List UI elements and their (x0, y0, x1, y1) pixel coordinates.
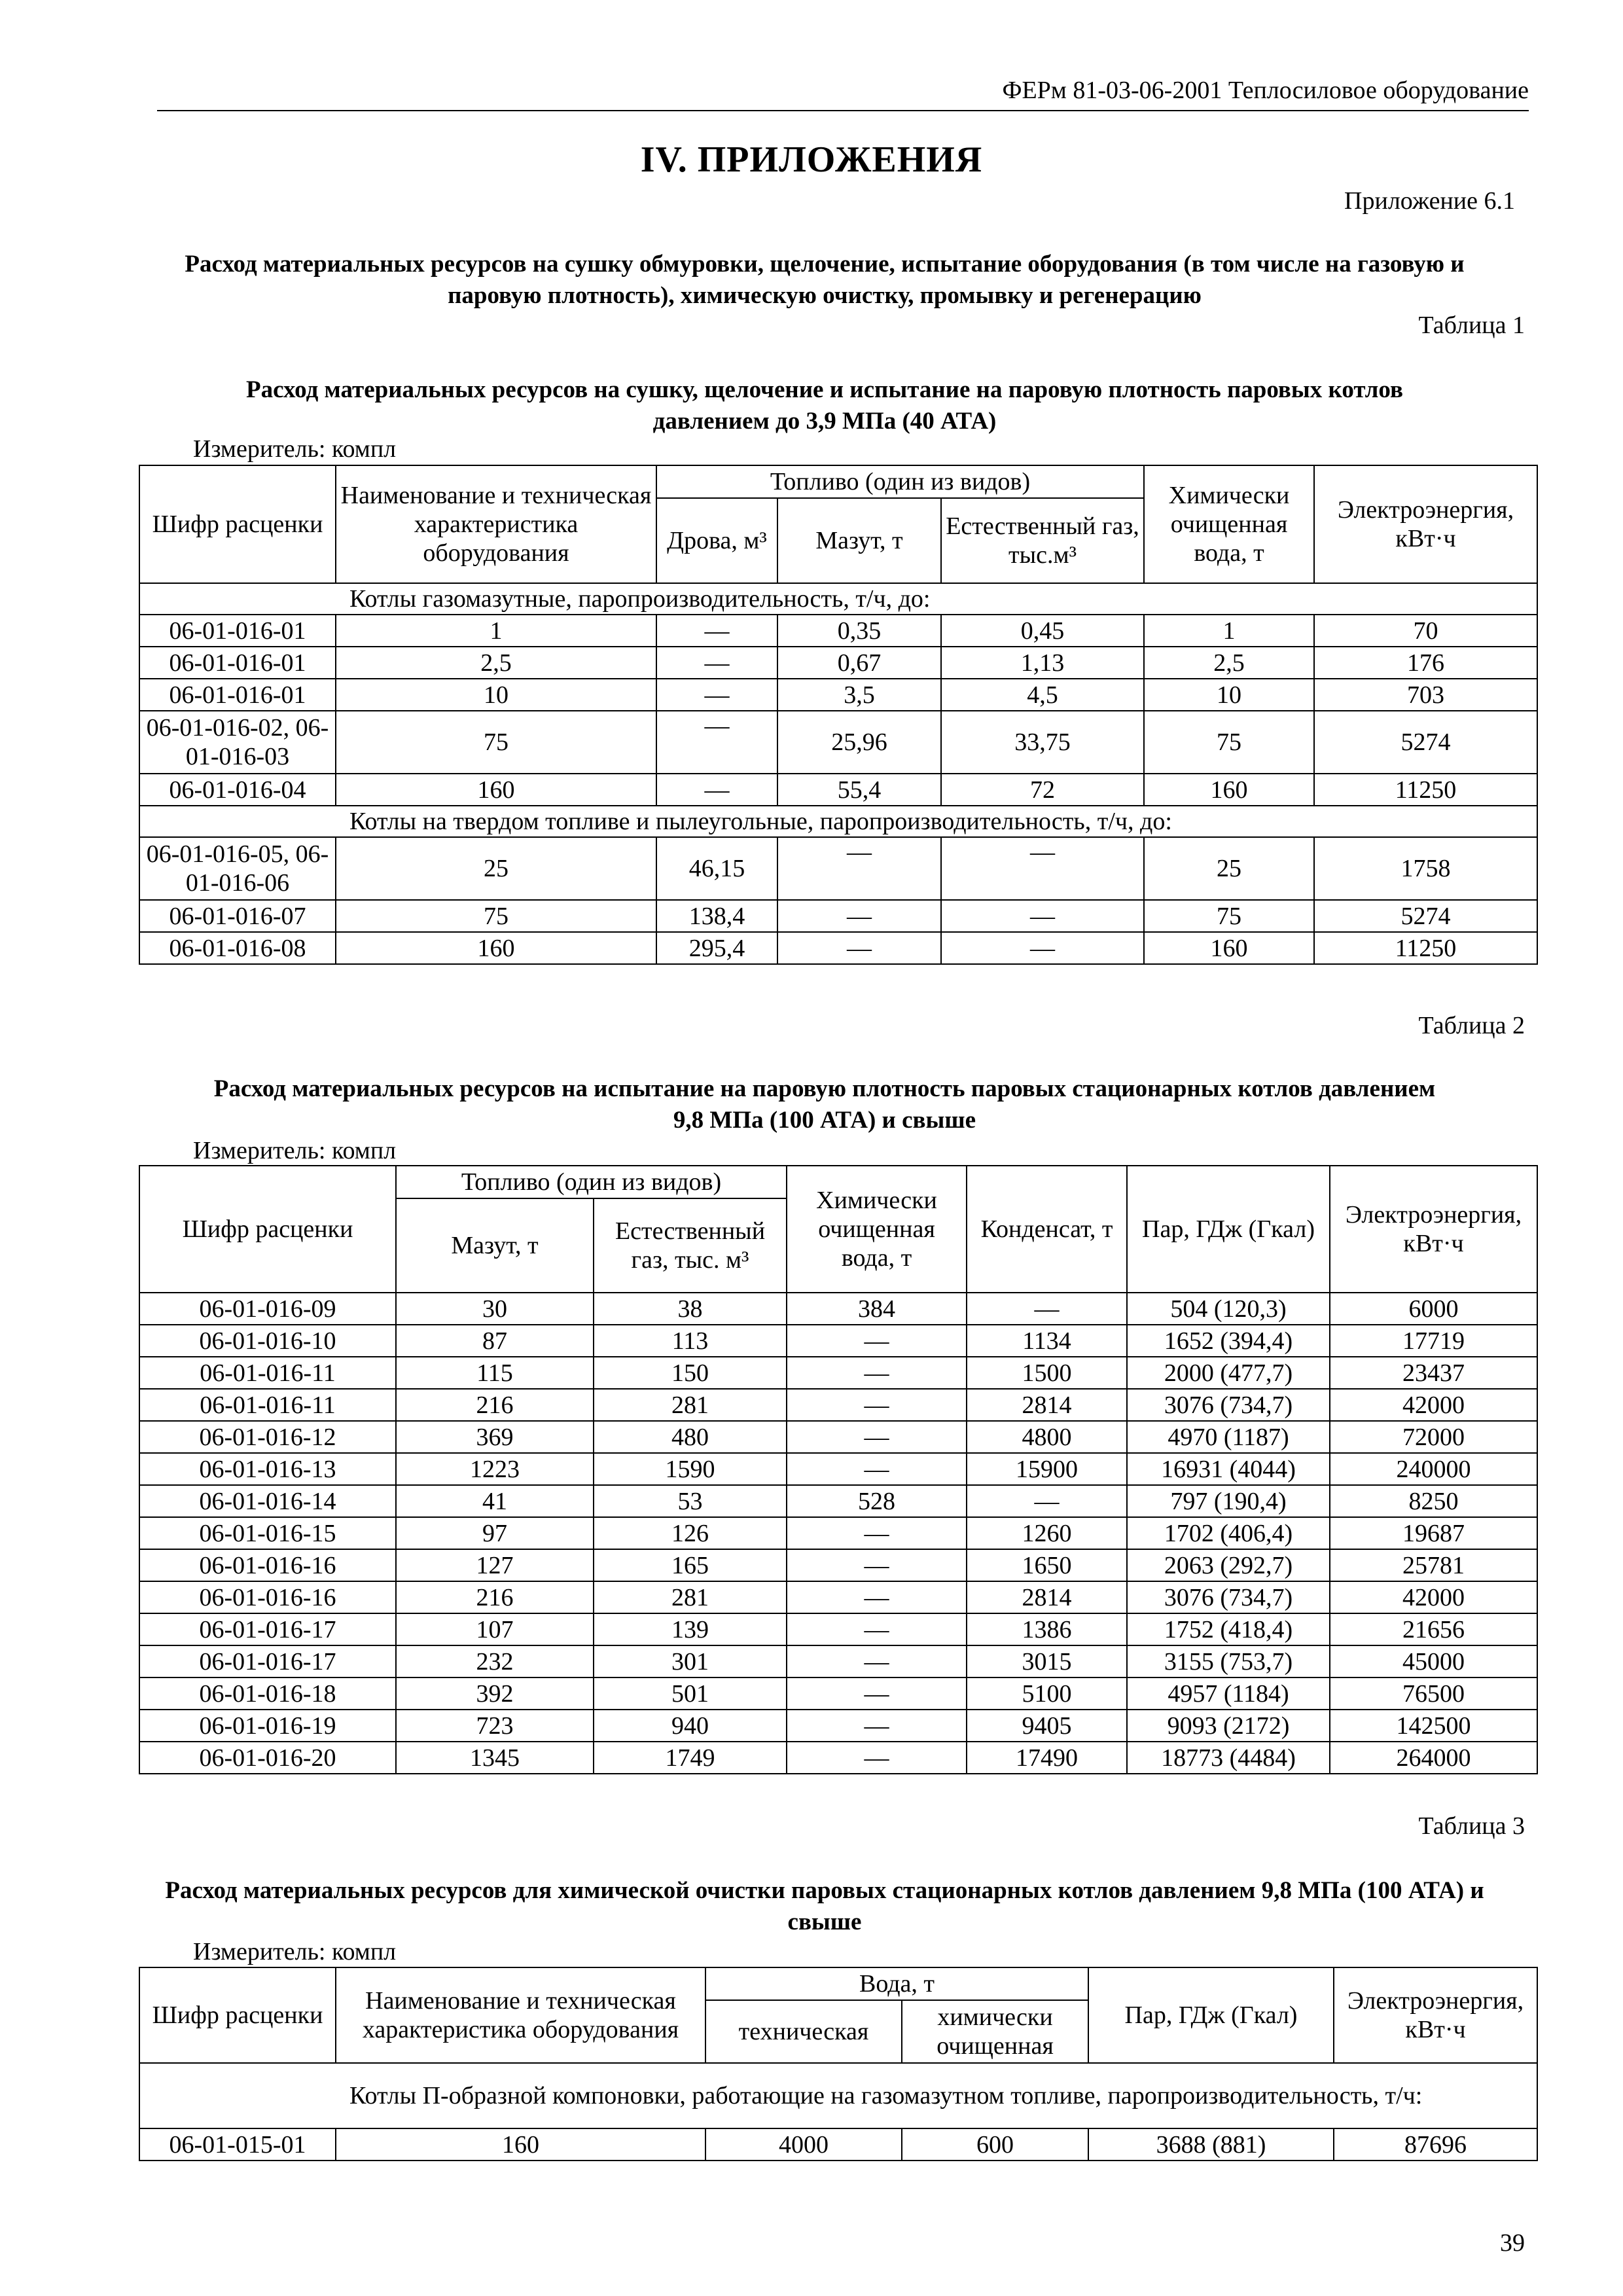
table-cell: 11250 (1314, 932, 1537, 964)
table-cell: — (787, 1742, 967, 1774)
col-header-condensate: Конденсат, т (967, 1166, 1127, 1293)
table-cell: 17719 (1330, 1325, 1537, 1357)
table-cell: 281 (594, 1581, 787, 1613)
table-cell: 06-01-016-04 (139, 774, 336, 806)
table-cell: 392 (396, 1677, 594, 1710)
table-cell: 480 (594, 1421, 787, 1453)
table-cell: 87 (396, 1325, 594, 1357)
table-row (139, 1549, 1537, 1581)
table-cell: 75 (336, 900, 656, 932)
table-cell: — (787, 1389, 967, 1421)
table-row (139, 1710, 1537, 1742)
table3-label: Таблица 3 (1418, 1812, 1525, 1840)
col-header-power: Электроэнергия, кВт·ч (1334, 1967, 1537, 2063)
table-cell: 127 (396, 1549, 594, 1581)
table-cell: 06-01-015-01 (139, 2128, 336, 2161)
main-title: Расход материальных ресурсов на сушку обмуровки, щелочение, испытание оборудования (в том числе на газовую и паровую плотность), химическую очистку, промывку и регенерацию (185, 251, 1465, 309)
table-cell: 5274 (1314, 900, 1537, 932)
table-row (139, 1357, 1537, 1389)
table-cell: 06-01-016-13 (139, 1453, 396, 1485)
table-cell: 25781 (1330, 1549, 1537, 1581)
table-cell: 1590 (594, 1453, 787, 1485)
table-cell: 216 (396, 1389, 594, 1421)
table-cell: 72000 (1330, 1421, 1537, 1453)
table-cell: 3688 (881) (1088, 2128, 1334, 2161)
table-cell: 2063 (292,7) (1127, 1549, 1330, 1581)
table-cell: 3,5 (777, 679, 941, 711)
table1 (139, 465, 1538, 965)
table-cell: 06-01-016-10 (139, 1325, 396, 1357)
table-cell: 06-01-016-20 (139, 1742, 396, 1774)
table-cell: 06-01-016-08 (139, 932, 336, 964)
table-cell: — (777, 837, 941, 900)
table-cell: 2,5 (336, 647, 656, 679)
table-cell: 25,96 (777, 711, 941, 774)
col-header-water: Вода, т (705, 1967, 1088, 2000)
table-cell: 0,45 (941, 615, 1144, 647)
table-row (139, 1677, 1537, 1710)
table-cell: 295,4 (656, 932, 777, 964)
table-cell: — (787, 1421, 967, 1453)
table-row (139, 1485, 1537, 1517)
table-cell: — (787, 1453, 967, 1485)
table-cell: 70 (1314, 615, 1537, 647)
table1-group-2: Котлы на твердом топливе и пылеугольные, паропроизводительность, т/ч, до: (139, 806, 1537, 837)
table1-title: Расход материальных ресурсов на сушку, щелочение и испытание на паровую плотность паровых котлов давлением до 3,9 МПа (40 АТА) (246, 376, 1403, 435)
table-cell: 126 (594, 1517, 787, 1549)
table3-measure: Измеритель: компл (193, 1938, 397, 1965)
table-row (139, 774, 1537, 806)
table-cell: 23437 (1330, 1357, 1537, 1389)
table-cell: 160 (336, 774, 656, 806)
table-cell: 2,5 (1144, 647, 1314, 679)
table-row (139, 1613, 1537, 1645)
table-row (139, 1453, 1537, 1485)
table-cell: 4957 (1184) (1127, 1677, 1330, 1710)
table-row (139, 1581, 1537, 1613)
appendix-number: Приложение 6.1 (1344, 187, 1515, 215)
table-cell: 06-01-016-17 (139, 1645, 396, 1677)
table-cell: 41 (396, 1485, 594, 1517)
table-row (139, 1645, 1537, 1677)
table-cell: 142500 (1330, 1710, 1537, 1742)
table-cell: 165 (594, 1549, 787, 1581)
table-row (139, 647, 1537, 679)
table-cell: 19687 (1330, 1517, 1537, 1549)
table-cell: 301 (594, 1645, 787, 1677)
table-cell: 2814 (967, 1389, 1127, 1421)
table-cell: 501 (594, 1677, 787, 1710)
table-row (139, 1517, 1537, 1549)
table-cell: 25 (1144, 837, 1314, 900)
col-header-water: Химически очищенная вода, т (1144, 465, 1314, 583)
table-cell: 75 (336, 711, 656, 774)
table-cell: 06-01-016-15 (139, 1517, 396, 1549)
table-cell: 115 (396, 1357, 594, 1389)
table-cell: 76500 (1330, 1677, 1537, 1710)
table-cell: 06-01-016-12 (139, 1421, 396, 1453)
col-header-gas: Естественный газ, тыс.м³ (941, 498, 1144, 583)
table-cell: — (777, 932, 941, 964)
running-header (157, 72, 1529, 111)
table-cell: 06-01-016-11 (139, 1389, 396, 1421)
table-cell: 1500 (967, 1357, 1127, 1389)
col-header-steam: Пар, ГДж (Гкал) (1127, 1166, 1330, 1293)
col-header-code: Шифр расценки (139, 465, 336, 583)
table-row (139, 679, 1537, 711)
table-cell: 176 (1314, 647, 1537, 679)
table-cell: 42000 (1330, 1581, 1537, 1613)
table-cell: 15900 (967, 1453, 1127, 1485)
table-cell: 06-01-016-18 (139, 1677, 396, 1710)
table-row (139, 1742, 1537, 1774)
table-cell: 17490 (967, 1742, 1127, 1774)
table-cell: 16931 (4044) (1127, 1453, 1330, 1485)
table-cell: 33,75 (941, 711, 1144, 774)
col-header-mazut: Мазут, т (396, 1198, 594, 1293)
table-cell: 4970 (1187) (1127, 1421, 1330, 1453)
table-cell: 06-01-016-05, 06-01-016-06 (139, 837, 336, 900)
table-cell: 53 (594, 1485, 787, 1517)
table2-title: Расход материальных ресурсов на испытание на паровую плотность паровых стационарных котлов давлением 9,8 МПа (100 АТА) и свыше (213, 1075, 1436, 1134)
table-cell: 0,35 (777, 615, 941, 647)
table2 (139, 1165, 1538, 1774)
table-cell: 703 (1314, 679, 1537, 711)
table-cell: 940 (594, 1710, 787, 1742)
page-title: IV. ПРИЛОЖЕНИЯ (640, 139, 983, 180)
table-cell: — (787, 1677, 967, 1710)
table-cell: 5274 (1314, 711, 1537, 774)
table-cell: 10 (336, 679, 656, 711)
table-cell: — (787, 1325, 967, 1357)
page-number: 39 (1500, 2229, 1525, 2257)
table-cell: 06-01-016-16 (139, 1549, 396, 1581)
header-text: ФЕРм 81-03-06-2001 Теплосиловое оборудование (1002, 77, 1529, 104)
table-cell: 160 (1144, 932, 1314, 964)
col-header-water: Химически очищенная вода, т (787, 1166, 967, 1293)
table-cell: 06-01-016-09 (139, 1293, 396, 1325)
table-cell: 06-01-016-17 (139, 1613, 396, 1645)
col-header-chem: химически очищенная (902, 2000, 1088, 2063)
table-cell: — (941, 837, 1144, 900)
table-row (139, 1389, 1537, 1421)
table-cell: 6000 (1330, 1293, 1537, 1325)
table-cell: 1223 (396, 1453, 594, 1485)
table-cell: — (787, 1357, 967, 1389)
table-cell: 232 (396, 1645, 594, 1677)
table-cell: 113 (594, 1325, 787, 1357)
table-cell: 1 (336, 615, 656, 647)
table-cell: 281 (594, 1389, 787, 1421)
table3-group: Котлы П-образной компоновки, работающие на газомазутном топливе, паропроизводительность, т/ч: (139, 2063, 1537, 2128)
table-cell: 160 (1144, 774, 1314, 806)
table-cell: 18773 (4484) (1127, 1742, 1330, 1774)
table-cell: 160 (336, 932, 656, 964)
table-cell: 55,4 (777, 774, 941, 806)
table-row (139, 900, 1537, 932)
table-cell: — (656, 711, 777, 774)
table-cell: 3076 (734,7) (1127, 1581, 1330, 1613)
table-cell: 1650 (967, 1549, 1127, 1581)
col-header-wood: Дрова, м³ (656, 498, 777, 583)
table-cell: 30 (396, 1293, 594, 1325)
table-cell: 2814 (967, 1581, 1127, 1613)
col-header-fuel: Топливо (один из видов) (396, 1166, 787, 1198)
table-cell: 1386 (967, 1613, 1127, 1645)
col-header-code: Шифр расценки (139, 1967, 336, 2063)
table-cell: 3015 (967, 1645, 1127, 1677)
table-cell: 1749 (594, 1742, 787, 1774)
table-cell: 723 (396, 1710, 594, 1742)
table-cell: 38 (594, 1293, 787, 1325)
table-cell: 87696 (1334, 2128, 1537, 2161)
table1-measure: Измеритель: компл (193, 435, 397, 463)
table-cell: 06-01-016-01 (139, 615, 336, 647)
table-cell: 4000 (705, 2128, 902, 2161)
table-cell: — (656, 647, 777, 679)
table-cell: 150 (594, 1357, 787, 1389)
table-cell: 06-01-016-11 (139, 1357, 396, 1389)
table-cell: 1134 (967, 1325, 1127, 1357)
table-cell: 264000 (1330, 1742, 1537, 1774)
col-header-name: Наименование и техническая характеристика оборудования (336, 1967, 705, 2063)
table-cell: 384 (787, 1293, 967, 1325)
table-cell: 5100 (967, 1677, 1127, 1710)
table-cell: 1752 (418,4) (1127, 1613, 1330, 1645)
table-cell: 72 (941, 774, 1144, 806)
table-cell: 06-01-016-02, 06-01-016-03 (139, 711, 336, 774)
table-cell: 9093 (2172) (1127, 1710, 1330, 1742)
table-cell: 4800 (967, 1421, 1127, 1453)
table-cell: 138,4 (656, 900, 777, 932)
table-cell: 4,5 (941, 679, 1144, 711)
table-cell: — (656, 774, 777, 806)
table-cell: 1758 (1314, 837, 1537, 900)
table-cell: 600 (902, 2128, 1088, 2161)
table-cell: — (941, 900, 1144, 932)
table2-measure: Измеритель: компл (193, 1137, 397, 1164)
table-cell: 8250 (1330, 1485, 1537, 1517)
table-row (139, 615, 1537, 647)
table-row (139, 2128, 1537, 2161)
table-cell: 06-01-016-14 (139, 1485, 396, 1517)
table3 (139, 1967, 1538, 2161)
table-cell: 797 (190,4) (1127, 1485, 1330, 1517)
table-row (139, 837, 1537, 900)
table-cell: 107 (396, 1613, 594, 1645)
col-header-gas: Естественный газ, тыс. м³ (594, 1198, 787, 1293)
table-cell: — (787, 1645, 967, 1677)
table-cell: — (656, 679, 777, 711)
table-cell: 46,15 (656, 837, 777, 900)
table-cell: 25 (336, 837, 656, 900)
table-cell: — (777, 900, 941, 932)
table-cell: 06-01-016-01 (139, 679, 336, 711)
table-cell: 06-01-016-16 (139, 1581, 396, 1613)
table2-label: Таблица 2 (1418, 1012, 1525, 1039)
table-cell: 240000 (1330, 1453, 1537, 1485)
col-header-fuel: Топливо (один из видов) (656, 465, 1144, 498)
table-cell: 06-01-016-07 (139, 900, 336, 932)
col-header-code: Шифр расценки (139, 1166, 396, 1293)
table-cell: 1 (1144, 615, 1314, 647)
table-cell: 9405 (967, 1710, 1127, 1742)
table-cell: 42000 (1330, 1389, 1537, 1421)
table-cell: 75 (1144, 900, 1314, 932)
col-header-power: Электроэнергия, кВт·ч (1314, 465, 1537, 583)
table-cell: 139 (594, 1613, 787, 1645)
col-header-mazut: Мазут, т (777, 498, 941, 583)
table-cell: — (787, 1517, 967, 1549)
col-header-steam: Пар, ГДж (Гкал) (1088, 1967, 1334, 2063)
table-row (139, 1293, 1537, 1325)
table-cell: — (787, 1710, 967, 1742)
table-cell: 75 (1144, 711, 1314, 774)
table-cell: 06-01-016-01 (139, 647, 336, 679)
table-cell: 1260 (967, 1517, 1127, 1549)
table1-group-1: Котлы газомазутные, паропроизводительность, т/ч, до: (139, 583, 1537, 615)
table-cell: — (656, 615, 777, 647)
table-cell: 21656 (1330, 1613, 1537, 1645)
table1-label: Таблица 1 (1418, 312, 1525, 339)
table-cell: 528 (787, 1485, 967, 1517)
table-row (139, 1325, 1537, 1357)
table-cell: 504 (120,3) (1127, 1293, 1330, 1325)
table-cell: — (787, 1613, 967, 1645)
col-header-name: Наименование и техническая характеристика оборудования (336, 465, 656, 583)
table-cell: 1,13 (941, 647, 1144, 679)
table-cell: — (967, 1293, 1127, 1325)
table-cell: 06-01-016-19 (139, 1710, 396, 1742)
table-cell: 2000 (477,7) (1127, 1357, 1330, 1389)
table-cell: — (967, 1485, 1127, 1517)
table-cell: — (941, 932, 1144, 964)
table-cell: 1652 (394,4) (1127, 1325, 1330, 1357)
table-cell: 3155 (753,7) (1127, 1645, 1330, 1677)
table-cell: 3076 (734,7) (1127, 1389, 1330, 1421)
table-row (139, 932, 1537, 964)
table-cell: 45000 (1330, 1645, 1537, 1677)
table-cell: 160 (336, 2128, 705, 2161)
table-row (139, 1421, 1537, 1453)
table-cell: 0,67 (777, 647, 941, 679)
table3-title: Расход материальных ресурсов для химической очистки паровых стационарных котлов давлением 9,8 МПа (100 АТА) и свыше (165, 1877, 1484, 1935)
table-cell: — (787, 1549, 967, 1581)
table-cell: 1345 (396, 1742, 594, 1774)
table-row (139, 711, 1537, 774)
table-cell: 369 (396, 1421, 594, 1453)
col-header-power: Электроэнергия, кВт·ч (1330, 1166, 1537, 1293)
col-header-tech: техническая (705, 2000, 902, 2063)
table-cell: — (787, 1581, 967, 1613)
table-cell: 97 (396, 1517, 594, 1549)
table-cell: 216 (396, 1581, 594, 1613)
table-cell: 1702 (406,4) (1127, 1517, 1330, 1549)
table-cell: 11250 (1314, 774, 1537, 806)
table-cell: 10 (1144, 679, 1314, 711)
